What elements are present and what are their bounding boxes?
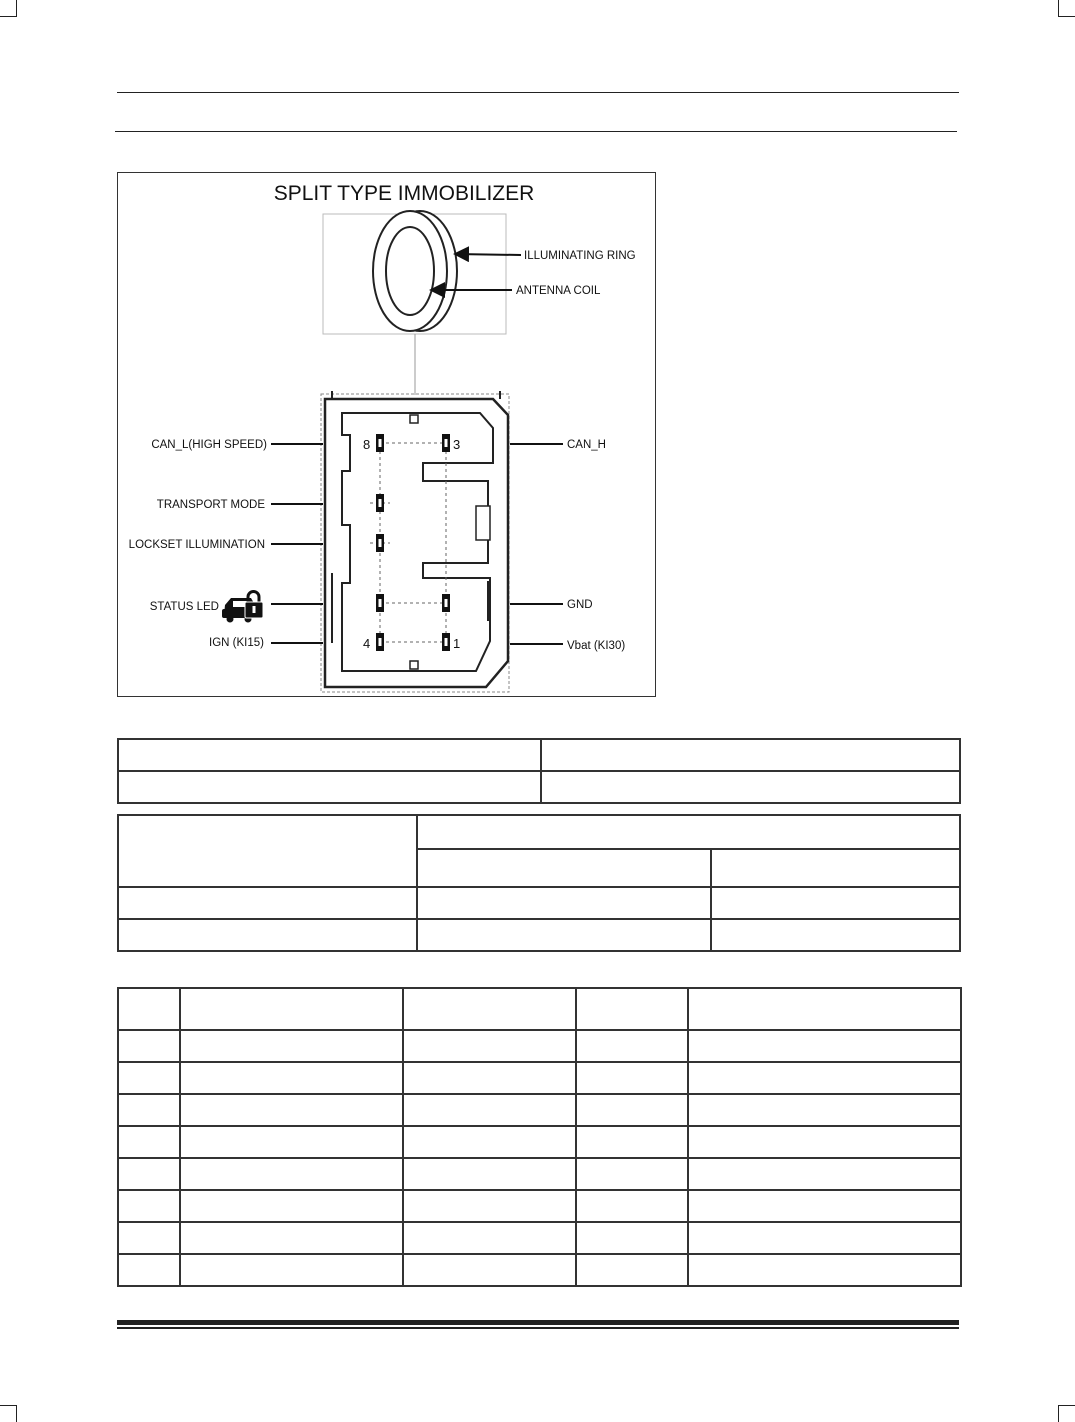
table-cell — [118, 1126, 180, 1158]
header-rule-top — [117, 92, 959, 93]
table-cell — [576, 1030, 688, 1062]
table-cell — [417, 887, 711, 919]
table-row — [118, 988, 961, 1030]
table-cell — [688, 1030, 961, 1062]
lockset-illumination-label: LOCKSET ILLUMINATION — [128, 539, 265, 551]
table-cell — [180, 1030, 403, 1062]
table-cell — [403, 1254, 576, 1286]
table-cell — [403, 1158, 576, 1190]
pin-4 — [376, 633, 384, 651]
car-lock-icon — [222, 592, 263, 623]
pin-number-3: 3 — [453, 437, 461, 452]
table-cell — [118, 1062, 180, 1094]
table-cell — [118, 815, 417, 887]
table-cell — [118, 1094, 180, 1126]
ign-label: IGN (KI15) — [209, 637, 264, 649]
immobilizer-diagram — [117, 172, 656, 697]
right-leader-lines — [510, 444, 563, 644]
table-cell — [688, 1222, 961, 1254]
table-cell — [403, 1062, 576, 1094]
table-cell — [180, 1062, 403, 1094]
gnd-label: GND — [567, 599, 593, 611]
table-cell — [180, 1158, 403, 1190]
table-cell — [180, 1222, 403, 1254]
illuminating-ring-arrow — [455, 254, 521, 255]
table-cell — [576, 1094, 688, 1126]
pin-transport-mode — [376, 494, 384, 512]
table-cell — [576, 1062, 688, 1094]
table-row — [118, 1094, 961, 1126]
table-cell — [576, 1190, 688, 1222]
left-leader-lines — [271, 444, 323, 643]
table-cell — [118, 771, 541, 803]
table-row — [118, 919, 960, 951]
table-cell — [688, 988, 961, 1030]
table-cell — [118, 919, 417, 951]
pin-8 — [376, 434, 384, 452]
table-cell — [711, 919, 960, 951]
can-l-label: CAN_L(HIGH SPEED) — [151, 439, 267, 451]
crop-mark-top-right — [1058, 0, 1075, 17]
can-h-label: CAN_H — [567, 439, 606, 451]
table-cell — [688, 1126, 961, 1158]
diagram-title: SPLIT TYPE IMMOBILIZER — [273, 182, 535, 205]
table-cell — [417, 849, 711, 887]
table-cell — [118, 887, 417, 919]
table-cell — [417, 919, 711, 951]
pin-1 — [442, 633, 450, 651]
table-cell — [688, 1062, 961, 1094]
table-cell — [118, 739, 541, 771]
table-cell — [688, 1254, 961, 1286]
pin-lockset-illumination — [376, 534, 384, 552]
spec-table-2 — [117, 814, 961, 952]
status-led-label: STATUS LED — [149, 601, 219, 613]
table-cell — [688, 1158, 961, 1190]
connector-key-bottom — [410, 661, 418, 669]
spec-table-1 — [117, 738, 961, 804]
table-cell — [688, 1190, 961, 1222]
table-row — [118, 1222, 961, 1254]
illuminating-ring-icon — [373, 211, 457, 331]
table-cell — [180, 1094, 403, 1126]
pin-number-4: 4 — [363, 636, 371, 651]
table-row — [118, 771, 960, 803]
vbat-label: Vbat (KI30) — [567, 640, 626, 652]
table-cell — [118, 1030, 180, 1062]
crop-mark-bottom-left — [0, 1405, 17, 1422]
table-row — [118, 1062, 961, 1094]
table-cell — [576, 1158, 688, 1190]
table-cell — [118, 1254, 180, 1286]
table-cell — [688, 1094, 961, 1126]
table-row — [118, 1126, 961, 1158]
table-cell — [180, 1190, 403, 1222]
table-row — [118, 815, 960, 849]
antenna-coil-label: ANTENNA COIL — [516, 285, 601, 297]
pin-gnd — [442, 594, 450, 612]
table-row — [118, 1030, 961, 1062]
table-cell — [711, 887, 960, 919]
crop-mark-bottom-right — [1058, 1405, 1075, 1422]
table-cell — [403, 1126, 576, 1158]
table-cell — [576, 1126, 688, 1158]
pin-table — [117, 987, 962, 1287]
footer-rule-thick — [117, 1320, 959, 1325]
table-cell — [118, 988, 180, 1030]
crop-mark-top-left — [0, 0, 17, 17]
pin-number-8: 8 — [363, 437, 371, 452]
table-cell — [118, 1190, 180, 1222]
illuminating-ring-label: ILLUMINATING RING — [524, 250, 636, 262]
header-rule-bottom — [115, 131, 957, 132]
table-cell — [118, 1222, 180, 1254]
table-cell — [403, 1030, 576, 1062]
table-cell — [403, 988, 576, 1030]
connector-latch — [476, 506, 490, 540]
table-cell — [576, 1254, 688, 1286]
table-cell — [403, 1222, 576, 1254]
table-row — [118, 1158, 961, 1190]
table-cell — [403, 1094, 576, 1126]
table-row — [118, 1254, 961, 1286]
table-cell — [711, 849, 960, 887]
table-cell — [403, 1190, 576, 1222]
table-cell — [576, 1222, 688, 1254]
table-cell — [180, 1254, 403, 1286]
table-row — [118, 1190, 961, 1222]
pin-3 — [442, 434, 450, 452]
table-cell — [180, 1126, 403, 1158]
pin-number-1: 1 — [453, 636, 461, 651]
pin-status-led — [376, 594, 384, 612]
table-cell — [541, 771, 960, 803]
footer-rule-thin — [117, 1327, 959, 1329]
transport-mode-label: TRANSPORT MODE — [156, 499, 265, 511]
table-cell — [417, 815, 960, 849]
table-cell — [118, 1158, 180, 1190]
table-row — [118, 887, 960, 919]
table-row — [118, 739, 960, 771]
connector-key-top — [410, 415, 418, 423]
table-cell — [576, 988, 688, 1030]
table-cell — [180, 988, 403, 1030]
table-cell — [541, 739, 960, 771]
